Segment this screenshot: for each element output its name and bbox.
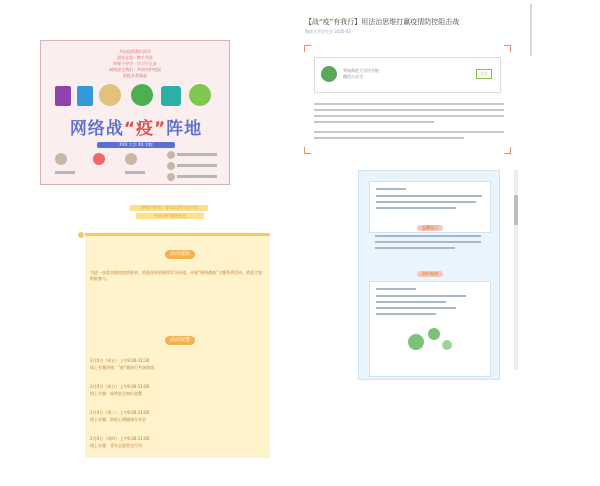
poster-line-2: 团结友爱 · 携手共进 bbox=[117, 55, 153, 60]
school-logo-icon bbox=[125, 153, 137, 165]
schedule-topic: 线上专题：青年志愿者在行动 bbox=[90, 443, 142, 448]
flyer-panel bbox=[358, 170, 500, 380]
poster-image bbox=[40, 40, 230, 185]
flyer-pill-2: 防护指南 bbox=[417, 271, 443, 277]
schedule-time: 2月X日（周日）上午9:30-11:00 bbox=[90, 384, 150, 389]
flyer-box bbox=[369, 281, 491, 377]
text-line bbox=[314, 109, 504, 111]
flyer-pill-1: 温馨提示 bbox=[417, 225, 443, 231]
poster-subtitle: XXX 大学 XX 学院 bbox=[97, 142, 175, 148]
text-line bbox=[376, 295, 466, 297]
schedule-time: 2月X日（周二）上午9:30-11:00 bbox=[90, 410, 150, 415]
text-line bbox=[375, 247, 455, 249]
text-line bbox=[314, 131, 504, 133]
article-title: 【战“疫”有我行】用法治思维打赢疫情防控阻击战 bbox=[305, 18, 460, 26]
text-line bbox=[375, 241, 481, 243]
text-line bbox=[376, 307, 456, 309]
notice-body: 为进一步落实防控疫情要求，营造良好的网络学习环境，开展“网络战疫”主题系列活动，欢迎大家积极参与。 bbox=[90, 270, 263, 281]
org-name-line bbox=[177, 175, 217, 178]
seal-icon bbox=[99, 84, 121, 106]
notice-panel bbox=[85, 233, 270, 458]
frame-corner bbox=[304, 147, 311, 154]
frame-corner bbox=[504, 45, 511, 52]
school-logo-icon bbox=[167, 173, 175, 181]
article-meta[interactable]: 暨南大学学生会 2020-02 bbox=[305, 29, 351, 34]
virus-icon bbox=[442, 340, 452, 350]
org-name-line bbox=[177, 164, 217, 167]
text-line bbox=[376, 313, 436, 315]
notice-pill-1: 活动通知 bbox=[165, 250, 195, 259]
logo-icon bbox=[161, 86, 181, 106]
text-line bbox=[376, 188, 406, 190]
notice-ribbon-1: 停课不停学，青年同学们在行动 bbox=[130, 205, 208, 211]
pin-icon bbox=[78, 232, 84, 238]
seal-icon bbox=[131, 84, 153, 106]
schedule-topic: 线上专题：网络安全知识竞赛 bbox=[90, 391, 142, 396]
schedule-time: 2月X日（周五）上午9:30-11:30 bbox=[90, 358, 150, 363]
text-line bbox=[314, 103, 504, 105]
school-logo-icon bbox=[167, 162, 175, 170]
scrollbar-thumb[interactable] bbox=[514, 195, 518, 225]
account-card[interactable] bbox=[314, 57, 501, 93]
poster-line-4: 网络安全我们 · 共同守护校园 bbox=[109, 67, 161, 72]
schedule-topic: 线上专题：防疫心理健康分享会 bbox=[90, 417, 146, 422]
text-line bbox=[314, 137, 464, 139]
logo-icon bbox=[55, 86, 71, 106]
schedule-time: 2月X日（周四）上午9:30-11:00 bbox=[90, 436, 150, 441]
schedule-topic: 线上专题讲座：“疫”路同行共筑防线 bbox=[90, 365, 155, 370]
follow-button[interactable]: 关注 bbox=[476, 69, 492, 79]
text-line bbox=[376, 195, 482, 197]
org-name-line bbox=[55, 171, 75, 174]
poster-line-5: 防疫从我做起 bbox=[123, 73, 147, 78]
poster-line-1: 共抗疫情我们同学 bbox=[119, 49, 151, 54]
org-name-line bbox=[125, 171, 145, 174]
article-screenshot bbox=[300, 15, 515, 155]
frame-corner bbox=[304, 45, 311, 52]
frame-corner bbox=[504, 147, 511, 154]
account-sub: 微信公众号 bbox=[343, 74, 363, 79]
text-line bbox=[376, 207, 456, 209]
text-line bbox=[376, 301, 446, 303]
calligraphy-logo-icon bbox=[93, 153, 105, 165]
scrollbar[interactable] bbox=[530, 4, 532, 56]
org-name-line bbox=[177, 153, 217, 156]
school-logo-icon bbox=[55, 153, 67, 165]
text-line bbox=[376, 288, 416, 290]
text-line bbox=[314, 121, 434, 123]
text-line bbox=[376, 201, 476, 203]
account-logo-icon bbox=[321, 66, 337, 82]
virus-icon bbox=[408, 334, 424, 350]
text-line bbox=[375, 235, 481, 237]
virus-icon bbox=[428, 328, 440, 340]
school-logo-icon bbox=[167, 151, 175, 159]
account-name-block bbox=[343, 68, 379, 80]
poster-main-title: 网络战“疫”阵地 bbox=[69, 119, 203, 139]
logo-icon bbox=[77, 86, 93, 106]
text-line bbox=[314, 115, 504, 117]
notice-pill-2: 活动安排 bbox=[165, 336, 195, 345]
account-name: 华南师范大学法学院 bbox=[343, 68, 379, 73]
poster-line-3: 停课不停学 · 学习不止步 bbox=[113, 61, 157, 66]
notice-ribbon-2: 共同守护网络安全 bbox=[136, 213, 204, 219]
smile-logo-icon bbox=[189, 84, 211, 106]
